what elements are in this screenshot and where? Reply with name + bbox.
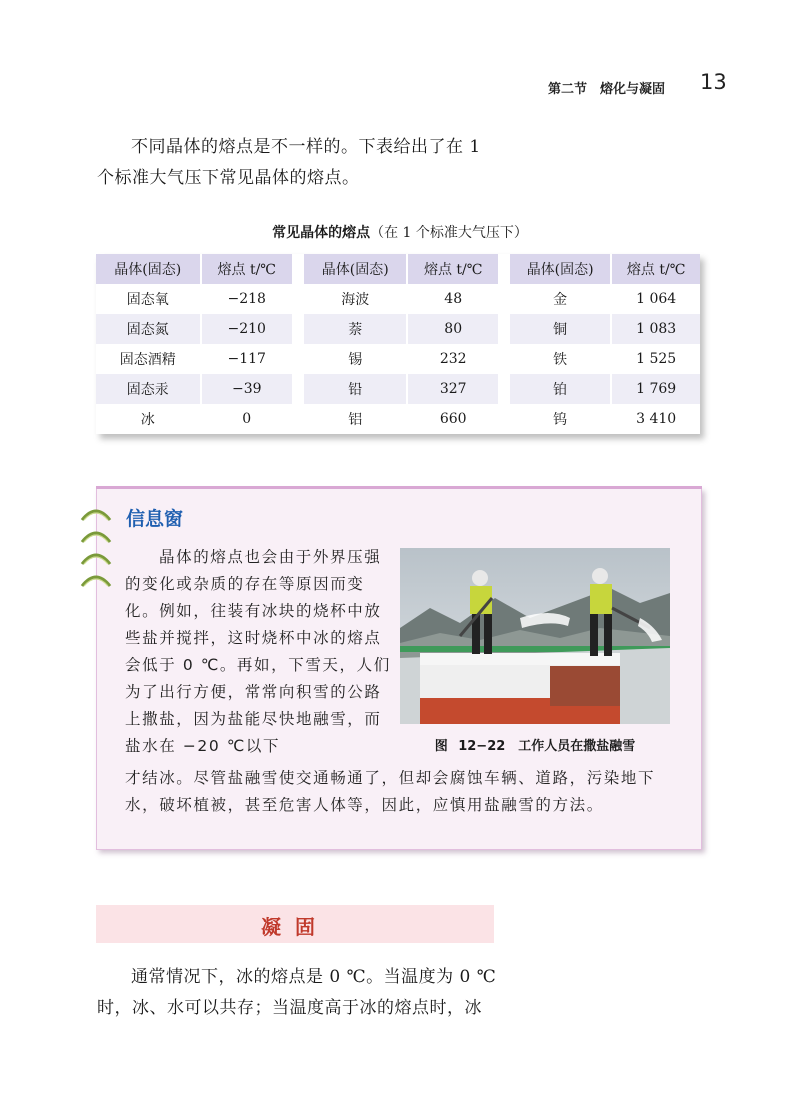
section-paragraph — [97, 962, 502, 1024]
table-row — [510, 344, 700, 374]
info-box-title: 信息窗 — [126, 508, 184, 530]
table-group-1 — [96, 254, 292, 434]
crystal-name: 铝 — [304, 404, 407, 434]
crystal-name: 固态酒精 — [96, 344, 201, 374]
crystal-name: 冰 — [96, 404, 201, 434]
crystal-name: 海波 — [304, 284, 407, 314]
table-row — [304, 404, 498, 434]
melting-point-table — [96, 254, 700, 434]
header-section-title: 第二节 熔化与凝固 — [548, 82, 666, 97]
intro-paragraph-text: 不同晶体的熔点是不一样的。下表给出了在 1 个标准大气压下常见晶体的熔点。 — [97, 137, 481, 188]
section-title: 凝固 — [261, 915, 329, 939]
table-row — [96, 374, 292, 404]
melting-point: 232 — [439, 351, 467, 367]
table-row — [510, 284, 700, 314]
table-row — [304, 314, 498, 344]
melting-point: 1 769 — [611, 374, 700, 404]
melting-point: 1 525 — [636, 351, 677, 367]
melting-point: 3 410 — [636, 411, 677, 427]
crystal-name: 铁 — [510, 344, 611, 374]
melting-point: −117 — [227, 351, 266, 367]
melting-point: −39 — [201, 374, 293, 404]
melting-point: 660 — [439, 411, 467, 427]
col-header-crystal: 晶体(固态) — [304, 254, 407, 284]
page-header — [548, 68, 748, 104]
col-header-crystal: 晶体(固态) — [96, 254, 201, 284]
table-row — [96, 284, 292, 314]
table-row — [96, 314, 292, 344]
crystal-name: 固态氧 — [96, 284, 201, 314]
melting-point: 1 064 — [636, 291, 677, 307]
melting-point: −210 — [201, 314, 293, 344]
table-group-3 — [510, 254, 700, 434]
crystal-name: 金 — [510, 284, 611, 314]
figure-caption: 图 12−22 工作人员在撒盐融雪 — [434, 739, 636, 754]
melting-point: 327 — [407, 374, 498, 404]
table-title — [0, 222, 800, 242]
table-row — [510, 314, 700, 344]
table-row — [304, 344, 498, 374]
table-row — [96, 344, 292, 374]
table-row — [304, 374, 498, 404]
col-header-temp: 熔点 t/℃ — [201, 254, 293, 284]
melting-point: 80 — [407, 314, 498, 344]
table-row — [96, 404, 292, 434]
table-title-main: 常见晶体的熔点 — [272, 225, 371, 241]
crystal-name: 钨 — [510, 404, 611, 434]
crystal-name: 铅 — [304, 374, 407, 404]
melting-point: 0 — [242, 411, 252, 427]
salt-spreading-photo — [400, 548, 670, 724]
melting-point: −218 — [227, 291, 266, 307]
col-header-temp: 熔点 t/℃ — [407, 254, 498, 284]
crystal-name: 萘 — [304, 314, 407, 344]
table-group-2 — [304, 254, 498, 434]
melting-point: 48 — [444, 291, 463, 307]
crystal-name: 锡 — [304, 344, 407, 374]
info-text-part1 — [125, 544, 395, 760]
col-header-crystal: 晶体(固态) — [510, 254, 611, 284]
crystal-name: 铂 — [510, 374, 611, 404]
section-paragraph-text: 通常情况下，冰的熔点是 0 ℃。当温度为 0 ℃时，冰、水可以共存；当温度高于冰的熔点时，冰 — [97, 967, 497, 1018]
col-header-temp: 熔点 t/℃ — [611, 254, 700, 284]
section-heading-bar — [96, 905, 494, 943]
info-box-top-line — [96, 486, 702, 489]
intro-paragraph — [97, 132, 502, 194]
table-title-subtitle: （在 1 个标准大气压下） — [370, 225, 528, 241]
crystal-name: 固态氮 — [96, 314, 201, 344]
binder-rings-icon — [76, 498, 116, 608]
table-row — [510, 374, 700, 404]
table-row — [510, 404, 700, 434]
table-row — [304, 284, 498, 314]
info-text-part1-content: 晶体的熔点也会由于外界压强的变化或杂质的存在等原因而变化。例如，往装有冰块的烧杯中放些盐并搅拌，这时烧杯中冰的熔点会低于 0 ℃。再如，下雪天，人们为了出行方便，常常向积雪的公路上撒盐，因为盐能尽快地融雪，而盐水在 −20 ℃以下 — [125, 548, 391, 755]
melting-point: 1 083 — [611, 314, 700, 344]
crystal-name: 铜 — [510, 314, 611, 344]
page-number: 13 — [700, 70, 727, 94]
photo-illustration — [400, 548, 670, 724]
crystal-name: 固态汞 — [96, 374, 201, 404]
info-text-part2: 才结冰。尽管盐融雪使交通畅通了，但却会腐蚀车辆、道路，污染地下水，破坏植被，甚至危害人体等，因此，应慎用盐融雪的方法。 — [125, 769, 656, 814]
